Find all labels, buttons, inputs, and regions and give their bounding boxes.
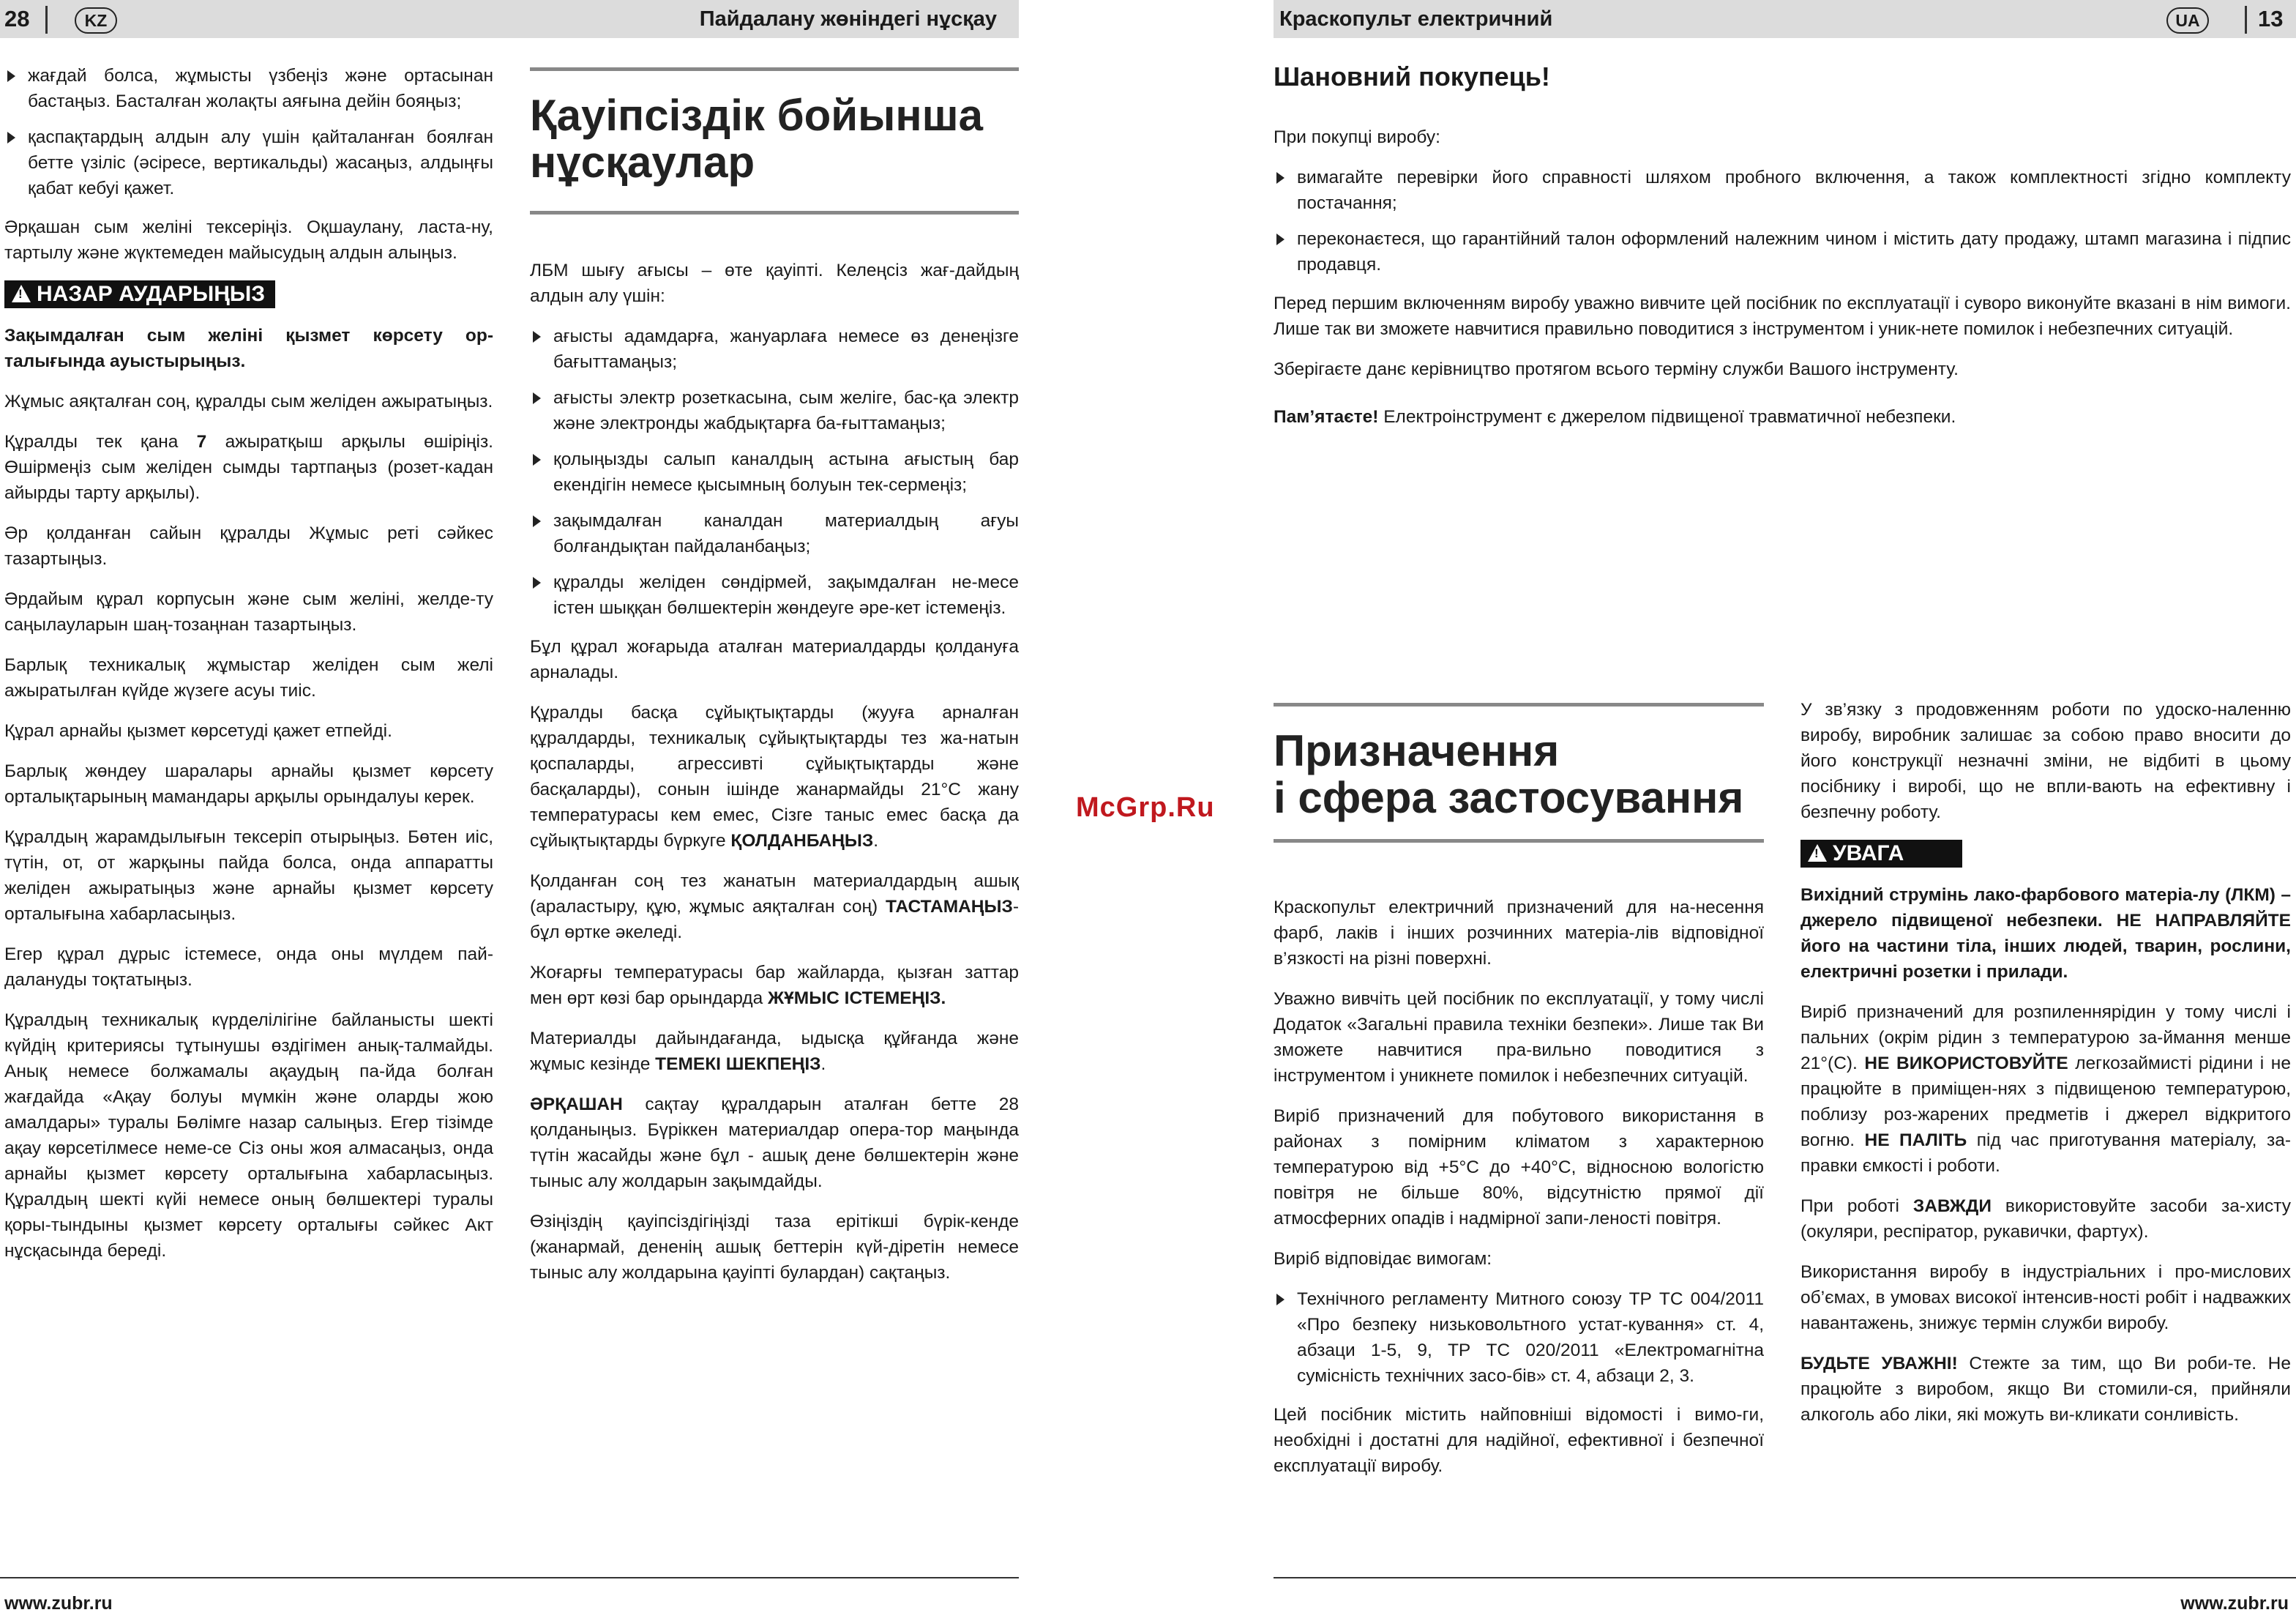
bullet-arrow-icon [7, 132, 15, 143]
list-item: құралды желіден сөндірмей, зақымдалған не-месе істен шыққан бөлшектерін жөндеуге әре-кет істемеңіз. [530, 570, 1019, 621]
paragraph: ӘРҚАШАН сақтау құралдарын аталған бетте 28 қолданыңыз. Бүріккен материалдар опера-тор маңында түтін жасайды және бұл - ашық дене бөлшектерін және тыныс алу жолдарын зақымдайды. [530, 1095, 1019, 1191]
list-item: ағысты адамдарға, жануарлаға немесе өз денеңізге бағыттамаңыз; [530, 324, 1019, 375]
list-item: жағдай болса, жұмысты үзбеңіз және ортасынан бастаңыз. Басталған жолақты аяғына дейін бояңыз; [4, 63, 493, 114]
paragraph: Материалды дайындағанда, ыдысқа құйғанда және жұмыс кезінде ТЕМЕКІ ШЕКПЕҢІЗ. [530, 1029, 1019, 1074]
right-column-2 [1800, 697, 2291, 1442]
heading-rule-bottom [1274, 839, 1764, 843]
bullet-arrow-icon [533, 515, 541, 527]
warning-text: Вихідний струмінь лако-фарбового матеріа-лу (ЛКМ) – джерело підвищеної небезпеки. НЕ НАПРАВЛЯЙТЕ його на частини тіла, інших людей, тварин, рослини, електричні розетки і прилади. [1800, 885, 2291, 982]
bullet-list [1274, 1286, 1764, 1389]
right-page-title: Краскопульт електричний [1279, 7, 1553, 31]
paragraph: БУДЬТЕ УВАЖНІ! Стежте за тим, що Ви роби-те. Не працюйте з виробом, якщо Ви стомили-ся, прийняли алкоголь або ліки, які можуть ви-кликати сонливість. [1800, 1354, 2291, 1425]
bullet-list [4, 63, 493, 201]
list-item: переконаєтеся, що гарантійний талон оформлений належним чином і містить дату продажу, штамп магазина і підпис продавця. [1274, 226, 2291, 277]
bullet-arrow-icon [7, 70, 15, 82]
watermark-text: McGrp.Ru [1076, 792, 1215, 823]
paragraph: Пам’ятаєте! Електроінструмент є джерелом підвищеної травматичної небезпеки. [1274, 407, 1956, 427]
warning-text: Зақымдалған сым желіні қызмет көрсету ор-талығында ауыстырыңыз. [4, 326, 493, 371]
bullet-arrow-icon [533, 392, 541, 404]
footer-rule [0, 1577, 1019, 1578]
section-heading: Қауіпсіздік бойынша нұсқаулар [530, 91, 984, 187]
paragraph: Виріб відповідає вимогам: [1274, 1249, 1492, 1269]
left-column-2 [530, 258, 1019, 1300]
paragraph: Перед першим включенням виробу уважно вивчите цей посібник по експлуатації і суворо виконуйте вказані в нім вимоги. Лише так ви зможете навчитися правильно поводитися з інструментом і уник-нете помилок і небезпечних ситуацій. [1274, 294, 2291, 339]
heading-rule-top [530, 67, 1019, 71]
paragraph: Цей посібник містить найповніші відомості і вимо-ги, необхідні і достатні для надійної, ефективної і безпечної експлуатації виробу. [1274, 1405, 1764, 1476]
right-intro-block [1274, 124, 2291, 444]
greeting-heading: Шановний покупець! [1274, 61, 1550, 92]
warning-label: !НАЗАР АУДАРЫҢЫЗ [4, 280, 275, 308]
header-divider [45, 6, 48, 34]
bullet-arrow-icon [1276, 172, 1285, 184]
footer-url: www.zubr.ru [2180, 1593, 2289, 1614]
paragraph: Уважно вивчіть цей посібник по експлуатації, у тому числі Додаток «Загальні правила техніки безпеки». Лише так Ви зможете навчитися пра-вильно поводитися з інструментом і уникнете помилок і небезпечних ситуацій. [1274, 989, 1764, 1086]
bullet-arrow-icon [533, 454, 541, 466]
lang-badge-kz: KZ [75, 7, 117, 34]
right-page-header [1274, 0, 2296, 38]
paragraph: Құралдың жарамдылығын тексеріп отырыңыз. Бөтен иіс, түтін, от, от жарқыны пайда болса, онда аппаратты желіден ажыратыңыз және арнайы қызмет көрсету орталығына хабарласыңыз. [4, 827, 493, 924]
paragraph: Құрал арнайы қызмет көрсетуді қажет етпейді. [4, 721, 392, 741]
bullet-arrow-icon [1276, 1294, 1285, 1305]
paragraph: Өзіңіздің қауіпсіздігіңізді таза ерітікші бүрік-кенде (жанармай, дененің ашық беттерін күй-діретін немесе тыныс алу жолдарына қауіпті булардан) сақтаңыз. [530, 1212, 1019, 1283]
right-page-number: 13 [2258, 6, 2284, 31]
left-column-1 [4, 63, 493, 1278]
paragraph: Құралдың техникалық күрделілігіне байланысты шекті күйдің критериясы тұтынушы өздігімен анық-талмайды. Анық немесе болжамалы ақаудың па-йда болған жағдайда «Ақау болуы мүмкін және оларды жою амалдары» туралы Бөлімге назар салыңыз. Егер тізімде ақау көрсетілмесе неме-се Сіз оны жоя алмасаңыз, онда арнайы қызмет көрсету орталығына хабарласыңыз. Құралдың шекті күйі немесе оның бөлшектері туралы қоры-тындыны қызмет көрсету орталығы сәйкес Акт нұсқасында береді. [4, 1010, 493, 1261]
left-page-number: 28 [4, 6, 30, 31]
paragraph: Краскопульт електричний призначений для на-несення фарб, лаків і інших розчинних матеріа-лів відповідної в’язкості на різні поверхні. [1274, 898, 1764, 969]
left-page-header [0, 0, 1019, 38]
heading-rule-bottom [530, 211, 1019, 215]
bullet-arrow-icon [1276, 234, 1285, 245]
paragraph: При покупці виробу: [1274, 127, 1440, 147]
paragraph: Әрқашан сым желіні тексеріңіз. Оқшаулану, ласта-ну, тартылу және жүктемеден майысудың алдын алыңыз. [4, 217, 493, 263]
paragraph: Виріб призначений для розпиленнярідин у тому числі і пальних (окрім рідин з температурою за-ймання менше 21°(С). НЕ ВИКОРИСТОВУЙТЕ легкозаймисті рідини і не працюйте в приміщен-нях з підвищеною температурою, поблизу роз-жарених предметів і джерел відкритого вогню. НЕ ПАЛІТЬ під час приготування матеріалу, за-правки ємкості і роботи. [1800, 1002, 2291, 1176]
paragraph: Қолданған соң тез жанатын материалдардың ашық (араластыру, құю, жұмыс аяқталған соң) ТАСТАМАҢЫЗ-бұл өртке әкеледі. [530, 871, 1019, 942]
warning-icon [12, 285, 31, 302]
paragraph: У зв’язку з продовженням роботи по удоско-наленню виробу, виробник залишає за собою право вносити до його конструкції незначні зміни, не відбиті в цьому посібнику і виробі, що не впли-вають на ефективну і безпечну роботу. [1800, 700, 2291, 822]
paragraph: Құралды басқа сұйықтықтарды (жууға арналған құралдарды, техникалық сұйықтықтарды тез жа-натын қоспаларды, агрессивті сұйықтықтарды және басқаларды), сонын ішінде жанармайды 21°С жану температурасы кем емес, Сізге таныс емес басқа да сұйықтықтарды бүркуге ҚОЛДАНБАҢЫЗ. [530, 703, 1019, 851]
list-item: қаспақтардың алдын алу үшін қайталанған боялған бетте үзіліс (әсіресе, вертикальды) жасаңыз, алдыңғы қабат кебуі қажет. [4, 124, 493, 201]
section-heading: Призначення і сфера застосування [1274, 726, 1744, 822]
heading-rule-top [1274, 703, 1764, 707]
list-item: вимагайте перевірки його справності шляхом пробного включення, а також комплектності згідно комплекту постачання; [1274, 165, 2291, 216]
bullet-arrow-icon [533, 577, 541, 589]
paragraph: Жоғарғы температурасы бар жайларда, қызған заттар мен өрт көзі бар орындарда ЖҰМЫС ІСТЕМЕҢІЗ. [530, 963, 1019, 1008]
paragraph: Жұмыс аяқталған соң, құралды сым желіден ажыратыңыз. [4, 392, 493, 411]
paragraph: Бұл құрал жоғарыда аталған материалдарды қолдануға арналады. [530, 637, 1019, 682]
paragraph: Барлық жөндеу шаралары арнайы қызмет көрсету орталықтарының мамандары арқылы орындалуы керек. [4, 761, 493, 807]
paragraph: Әр қолданған сайын құралды Жұмыс реті сәйкес тазартыңыз. [4, 523, 493, 569]
warning-label: !УВАГА [1800, 840, 1962, 868]
list-item: Технічного регламенту Митного союзу ТР ТС 004/2011 «Про безпеку низьковольтного устат-кування» ст. 4, абзаци 1-5, 9, ТР ТС 020/2011 «Електромагнітна сумісність технічних засо-бів» ст. 4, абзаци 2, 3. [1274, 1286, 1764, 1389]
paragraph: Зберігаєте данє керівництво протягом всього терміну служби Вашого інструменту. [1274, 359, 1959, 379]
list-item: қолыңызды салып каналдың астына ағыстың бар екендігін немесе қысымның болуын тек-сермеңіз; [530, 447, 1019, 498]
warning-icon [1808, 844, 1827, 862]
right-column-1 [1274, 895, 1764, 1494]
paragraph: Барлық техникалық жұмыстар желіден сым желі ажыратылған күйде жүзеге асуы тиіс. [4, 655, 493, 701]
paragraph: Виріб призначений для побутового використання в районах з помірним кліматом з характерною температурою від +5°С до +40°С, відносною вологістю повітря не більше 80%, відсутністю прямої дії атмосферних опадів і надмірної запи-леності повітря. [1274, 1106, 1764, 1229]
list-item: зақымдалған каналдан материалдың ағуы болғандықтан пайдаланбаңыз; [530, 508, 1019, 559]
lang-badge-ua: UA [2166, 7, 2209, 34]
paragraph: При роботі ЗАВЖДИ використовуйте засоби за-хисту (окуляри, респіратор, рукавички, фартух). [1800, 1196, 2291, 1242]
footer-rule [1274, 1577, 2296, 1578]
list-item: ағысты электр розеткасына, сым желіге, бас-қа электр және электронды жабдықтарға ба-ғыттамаңыз; [530, 385, 1019, 436]
bullet-arrow-icon [533, 331, 541, 343]
paragraph: Егер құрал дұрыс істемесе, онда оны мүлдем пай-далануды тоқтатыңыз. [4, 944, 493, 990]
footer-url: www.zubr.ru [4, 1593, 113, 1614]
bullet-list [530, 324, 1019, 621]
paragraph: Құралды тек қана 7 ажыратқыш арқылы өшіріңіз. Өшірмеңіз сым желіден сымды тартпаңыз (розет-кадан айырды тарту арқылы). [4, 432, 493, 503]
paragraph: Використання виробу в індустріальних і про-мислових об’ємах, в умовах високої інтенсив-ності робіт і надважких навантажень, знижує термін служби виробу. [1800, 1262, 2291, 1333]
paragraph: ЛБМ шығу ағысы – өте қауіпті. Келеңсіз жағ-дайдың алдын алу үшін: [530, 261, 1019, 306]
bullet-list [1274, 165, 2291, 277]
left-page-title: Пайдалану жөніндегі нұсқау [699, 7, 997, 31]
paragraph: Әрдайым құрал корпусын және сым желіні, желде-ту саңылауларын шаң-тозаңнан тазартыңыз. [4, 589, 493, 635]
header-divider [2245, 6, 2247, 34]
